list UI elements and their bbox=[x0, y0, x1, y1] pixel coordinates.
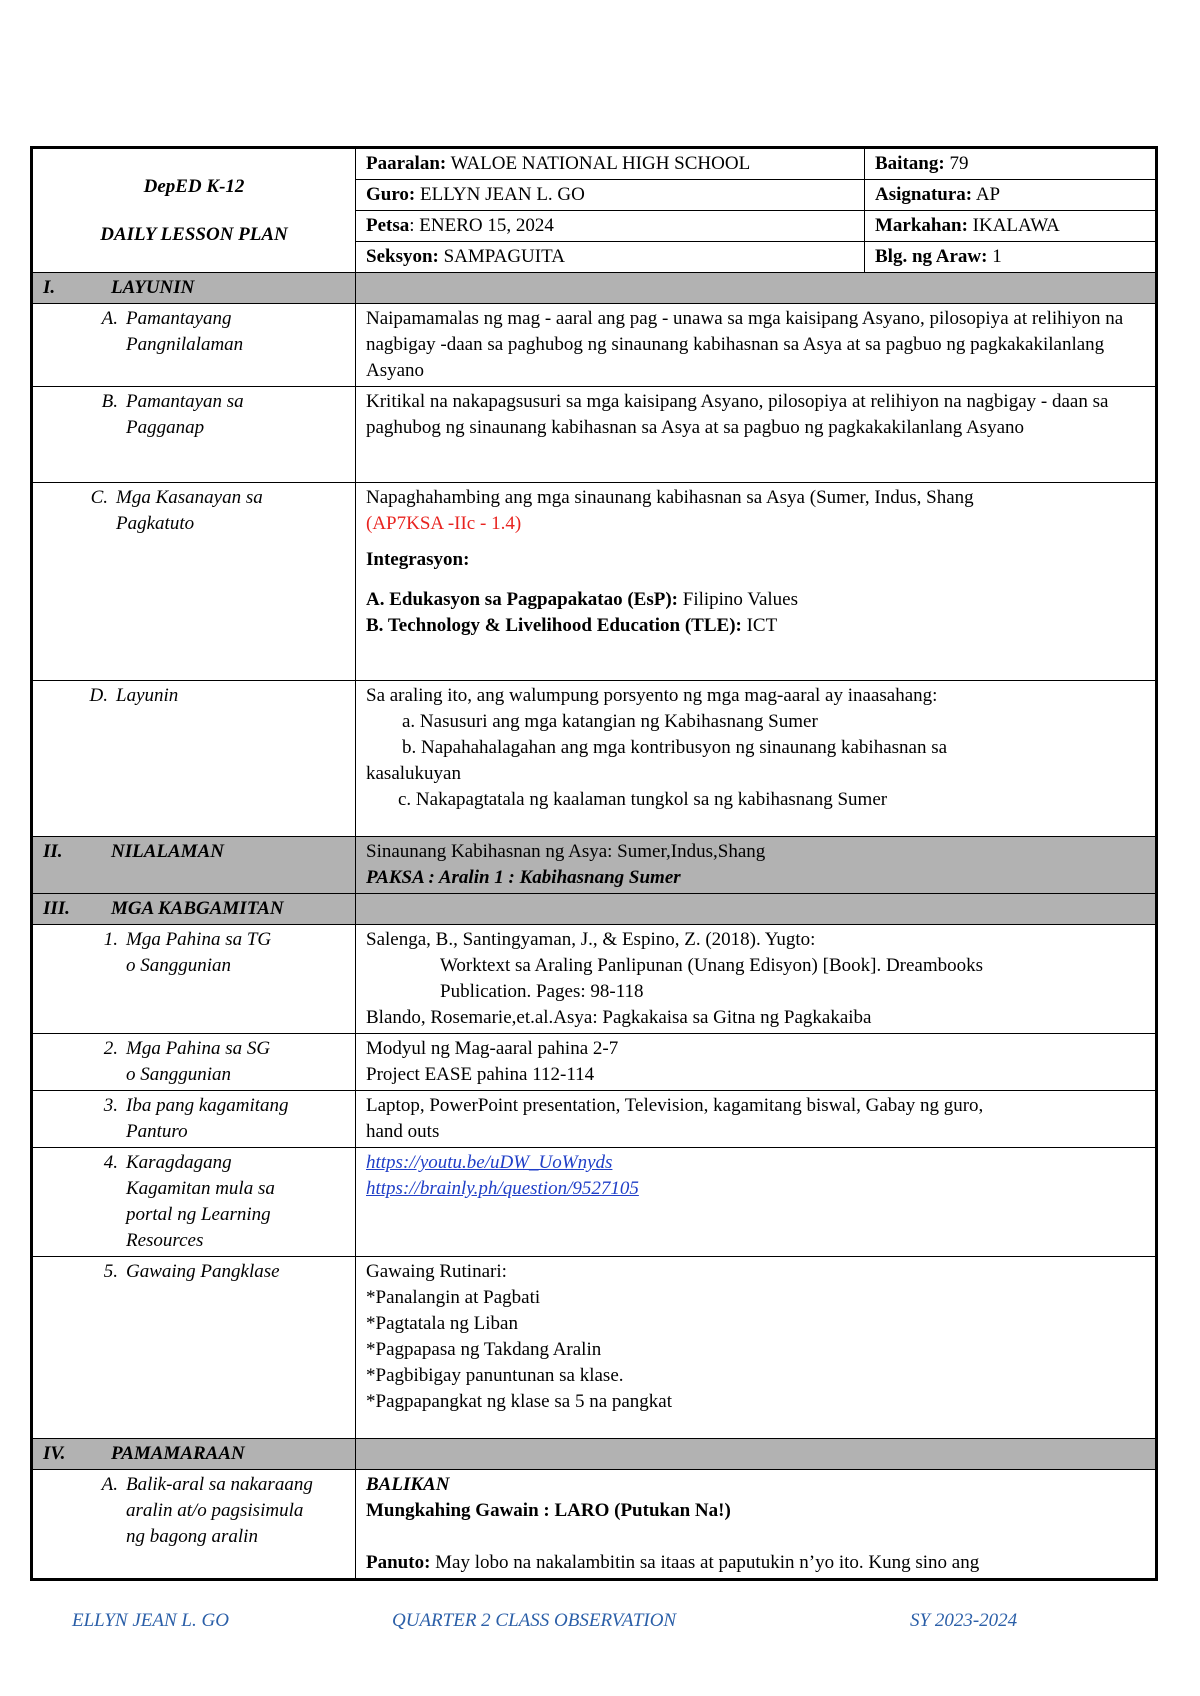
footer-teacher: ELLYN JEAN L. GO bbox=[72, 1610, 229, 1631]
nilalaman-line: Sinaunang Kabihasnan ng Asya: Sumer,Indus,Shang bbox=[366, 841, 766, 862]
item-name: Kagamitan mula sa bbox=[126, 1178, 275, 1199]
item-letter: C. bbox=[90, 487, 108, 508]
section-title: PAMAMARAAN bbox=[111, 1443, 245, 1464]
reference-line: Worktext sa Araling Panlipunan (Unang Edisyon) [Book]. Dreambooks bbox=[440, 955, 984, 976]
item-letter: A. bbox=[101, 308, 118, 329]
integration-a-value: Filipino Values bbox=[678, 589, 798, 610]
guro-label: Guro: bbox=[366, 184, 416, 205]
item-number: 1. bbox=[103, 929, 118, 950]
integration-b-label: B. Technology & Livelihood Education (TLE): bbox=[366, 615, 742, 636]
markahan-cell bbox=[865, 211, 1157, 242]
asignatura-value: AP bbox=[972, 184, 1001, 205]
section-number: IV. bbox=[43, 1443, 66, 1464]
seksyon-cell bbox=[356, 242, 865, 273]
integration-a-label: A. Edukasyon sa Pagpapakatao (EsP): bbox=[366, 589, 678, 610]
item-letter: D. bbox=[89, 685, 108, 706]
footer-observation: QUARTER 2 CLASS OBSERVATION bbox=[392, 1610, 677, 1631]
item-letter: A. bbox=[101, 1474, 118, 1495]
nilalaman-text-cell bbox=[356, 837, 1157, 894]
baitang-cell bbox=[865, 148, 1157, 180]
item-number: 3. bbox=[103, 1095, 118, 1116]
item-name: Iba pang kagamitang bbox=[126, 1095, 289, 1116]
asignatura-cell bbox=[865, 180, 1157, 211]
pamamaraan-a-text-cell bbox=[356, 1470, 1157, 1580]
section-number: III. bbox=[43, 898, 70, 919]
section-pamamaraan-header bbox=[32, 1439, 356, 1470]
petsa-value: : ENERO 15, 2024 bbox=[409, 215, 554, 236]
layunin-a-text-cell bbox=[356, 304, 1157, 387]
layunin-a-label-cell bbox=[32, 304, 356, 387]
kagamitan-3-label-cell bbox=[32, 1091, 356, 1148]
layunin-c-label-cell bbox=[32, 483, 356, 681]
item-name: Pagkatuto bbox=[116, 513, 195, 534]
section-nilalaman-header bbox=[32, 837, 356, 894]
routine-heading: Gawaing Rutinari: bbox=[366, 1261, 507, 1282]
asignatura-label: Asignatura: bbox=[875, 184, 973, 205]
kagamitan-2-label-cell bbox=[32, 1034, 356, 1091]
item-name: Panturo bbox=[126, 1121, 188, 1142]
section-title: NILALAMAN bbox=[111, 841, 224, 862]
footer-school-year: SY 2023-2024 bbox=[910, 1610, 1018, 1631]
kasanayan-text: Napaghahambing ang mga sinaunang kabihasnan sa Asya (Sumer, Indus, Shang bbox=[366, 487, 974, 508]
reference-line: Project EASE pahina 112-114 bbox=[366, 1064, 595, 1085]
layunin-b-label-cell bbox=[32, 387, 356, 483]
item-name: Pagganap bbox=[126, 417, 205, 438]
reference-line: Modyul ng Mag-aaral pahina 2-7 bbox=[366, 1038, 619, 1059]
kagamitan-5-text-cell bbox=[356, 1257, 1157, 1439]
section-layunin-blank bbox=[356, 273, 1157, 304]
routine-item: *Pagpapangkat ng klase sa 5 na pangkat bbox=[366, 1391, 673, 1412]
item-name: Pangnilalaman bbox=[126, 334, 244, 355]
araw-label: Blg. ng Araw: bbox=[875, 246, 988, 267]
brainly-link[interactable]: https://brainly.ph/question/9527105 bbox=[366, 1178, 639, 1199]
routine-item: *Pagtatala ng Liban bbox=[366, 1313, 518, 1334]
routine-item: *Panalangin at Pagbati bbox=[366, 1287, 541, 1308]
item-number: 4. bbox=[103, 1152, 118, 1173]
deped-k12-label: DepED K-12 bbox=[143, 175, 245, 197]
item-letter: B. bbox=[101, 391, 118, 412]
seksyon-label: Seksyon: bbox=[366, 246, 439, 267]
seksyon-value: SAMPAGUITA bbox=[438, 246, 565, 267]
kagamitan-4-text-cell bbox=[356, 1148, 1157, 1257]
item-name: Mga Pahina sa SG bbox=[126, 1038, 271, 1059]
kagamitan-1-text-cell bbox=[356, 925, 1157, 1034]
dlp-title-cell bbox=[32, 148, 356, 273]
section-pamamaraan-blank bbox=[356, 1439, 1157, 1470]
baitang-label: Baitang: bbox=[875, 153, 945, 174]
materials-line: hand outs bbox=[366, 1121, 440, 1142]
guro-cell bbox=[356, 180, 865, 211]
panuto-text: May lobo na nakalambitin sa itaas at paputukin n’yo ito. Kung sino ang bbox=[430, 1552, 980, 1573]
panuto-label: Panuto: bbox=[366, 1552, 431, 1573]
paaralan-cell bbox=[356, 148, 865, 180]
section-title: MGA KABGAMITAN bbox=[111, 898, 284, 919]
reference-line: Publication. Pages: 98-118 bbox=[440, 981, 644, 1002]
kagamitan-5-label-cell bbox=[32, 1257, 356, 1439]
pamantayan-sa-pagganap-text: Kritikal na nakapagsusuri sa mga kaisipang Asyano, pilosopiya at relihiyon na nagbigay - daan sa paghubog ng sinaunang kabihasnan sa Asya at sa pagbuo ng pagkakakilanlang Asyano bbox=[366, 391, 1109, 438]
item-name: Pamantayan sa bbox=[126, 391, 244, 412]
layunin-d-text-cell bbox=[356, 681, 1157, 837]
item-name: Mga Pahina sa TG bbox=[126, 929, 272, 950]
daily-lesson-plan-table bbox=[30, 146, 1158, 1581]
item-name: ng bagong aralin bbox=[126, 1526, 258, 1547]
balikan-heading: BALIKAN bbox=[366, 1474, 450, 1495]
kagamitan-3-text-cell bbox=[356, 1091, 1157, 1148]
objective-c: c. Nakapagtatala ng kaalaman tungkol sa ng kabihasnang Sumer bbox=[398, 789, 888, 810]
layunin-b-text-cell bbox=[356, 387, 1157, 483]
objective-b: b. Napahahalagahan ang mga kontribusyon ng sinaunang kabihasnan sa bbox=[402, 737, 948, 758]
layunin-d-label-cell bbox=[32, 681, 356, 837]
section-number: I. bbox=[43, 277, 56, 298]
markahan-value: IKALAWA bbox=[967, 215, 1060, 236]
araw-value: 1 bbox=[987, 246, 1002, 267]
daily-lesson-plan-label: DAILY LESSON PLAN bbox=[100, 223, 288, 245]
petsa-cell bbox=[356, 211, 865, 242]
competency-code: (AP7KSA -IIc - 1.4) bbox=[366, 513, 522, 534]
mungkahi-line: Mungkahing Gawain : LARO (Putukan Na!) bbox=[366, 1500, 731, 1521]
item-name: Balik-aral sa nakaraang bbox=[126, 1474, 313, 1495]
araw-cell bbox=[865, 242, 1157, 273]
item-name: Gawaing Pangklase bbox=[126, 1261, 280, 1282]
kagamitan-2-text-cell bbox=[356, 1034, 1157, 1091]
integration-b-value: ICT bbox=[741, 615, 778, 636]
markahan-label: Markahan: bbox=[875, 215, 968, 236]
guro-value: ELLYN JEAN L. GO bbox=[415, 184, 585, 205]
item-name: Resources bbox=[126, 1230, 204, 1251]
kagamitan-4-label-cell bbox=[32, 1148, 356, 1257]
item-name: portal ng Learning bbox=[126, 1204, 271, 1225]
layunin-intro: Sa araling ito, ang walumpung porsyento ng mga mag-aaral ay inaasahang: bbox=[366, 685, 938, 706]
item-name: Mga Kasanayan sa bbox=[116, 487, 263, 508]
objective-a: a. Nasusuri ang mga katangian ng Kabihasnang Sumer bbox=[402, 711, 818, 732]
paksa-line: PAKSA : Aralin 1 : Kabihasnang Sumer bbox=[366, 867, 681, 888]
item-number: 2. bbox=[103, 1038, 118, 1059]
reference-line: Blando, Rosemarie,et.al.Asya: Pagkakaisa sa Gitna ng Pagkakaiba bbox=[366, 1007, 872, 1028]
pamamaraan-a-label-cell bbox=[32, 1470, 356, 1580]
item-name: Layunin bbox=[116, 685, 179, 706]
routine-item: *Pagpapasa ng Takdang Aralin bbox=[366, 1339, 602, 1360]
section-layunin-header bbox=[32, 273, 356, 304]
baitang-value: 79 bbox=[944, 153, 969, 174]
item-number: 5. bbox=[103, 1261, 118, 1282]
section-kagamitan-blank bbox=[356, 894, 1157, 925]
layunin-c-text-cell bbox=[356, 483, 1157, 681]
routine-item: *Pagbibigay panuntunan sa klase. bbox=[366, 1365, 624, 1386]
section-number: II. bbox=[43, 841, 63, 862]
section-title: LAYUNIN bbox=[111, 277, 195, 298]
objective-b-continued: kasalukuyan bbox=[366, 763, 461, 784]
paaralan-value: WALOE NATIONAL HIGH SCHOOL bbox=[446, 153, 751, 174]
pamantayang-pangnilalaman-text: Naipamamalas ng mag - aaral ang pag - unawa sa mga kaisipang Asyano, pilosopiya at relihiyon na nagbigay -daan sa paghubog ng sinaunang kabihasnan sa Asya at sa pagbuo ng pagkakakilanlang Asyano bbox=[366, 308, 1124, 381]
kagamitan-1-label-cell bbox=[32, 925, 356, 1034]
item-name: o Sanggunian bbox=[126, 1064, 232, 1085]
integrasyon-heading: Integrasyon: bbox=[366, 549, 470, 570]
item-name: Pamantayang bbox=[126, 308, 232, 329]
paaralan-label: Paaralan: bbox=[366, 153, 447, 174]
item-name: Karagdagang bbox=[126, 1152, 232, 1173]
item-name: aralin at/o pagsisimula bbox=[126, 1500, 304, 1521]
youtube-link[interactable]: https://youtu.be/uDW_UoWnyds bbox=[366, 1152, 613, 1173]
materials-line: Laptop, PowerPoint presentation, Television, kagamitang biswal, Gabay ng guro, bbox=[366, 1095, 984, 1116]
item-name: o Sanggunian bbox=[126, 955, 232, 976]
reference-line: Salenga, B., Santingyaman, J., & Espino, Z. (2018). Yugto: bbox=[366, 929, 816, 950]
petsa-label: Petsa bbox=[366, 215, 410, 236]
section-kagamitan-header bbox=[32, 894, 356, 925]
